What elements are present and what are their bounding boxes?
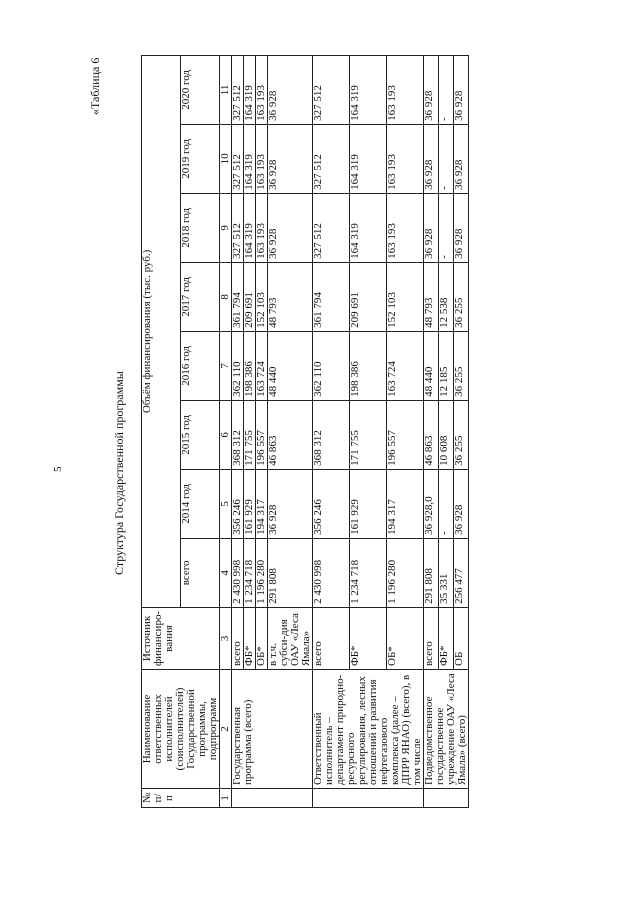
cell-value: 1 196 280 [387,538,424,607]
cell-value: 48 440 [424,331,439,400]
colnum: 5 [220,469,232,538]
cell-value: 164 319 [244,55,256,124]
cell-value: 291 808 [424,538,439,607]
header-total: всего [181,538,220,607]
row-source: всего [313,607,350,669]
cell-value: 361 794 [313,262,350,331]
row-source: ОБ [454,607,469,669]
cell-value: 36 928 [454,55,469,124]
cell-value: 36 255 [454,262,469,331]
cell-value: 327 512 [313,124,350,193]
cell-value: 209 691 [350,262,387,331]
header-source: Источник финансиро-вания [142,607,220,669]
cell-value: 36 928 [268,193,313,262]
colnum: 10 [220,124,232,193]
cell-value: 48 793 [424,262,439,331]
colnum: 1 [220,789,232,808]
row-source: ОБ* [256,607,268,669]
row-name: Подведомственное государственное учреждение ОАУ «Леса Ямала» (всего) [424,670,469,789]
structure-table [141,55,469,808]
cell-value: 164 319 [244,193,256,262]
colnum: 7 [220,331,232,400]
table-label: «Таблица 6 [88,57,102,115]
cell-value: 163 724 [256,331,268,400]
colnum: 11 [220,55,232,124]
header-year-2018: 2018 год [181,193,220,262]
cell-value: 327 512 [232,193,244,262]
cell-value: 368 312 [313,400,350,469]
cell-value: - [439,55,454,124]
cell-value: 198 386 [350,331,387,400]
cell-value: 356 246 [232,469,244,538]
row-source: ФБ* [244,607,256,669]
cell-value: 12 538 [439,262,454,331]
cell-value: 36 928 [268,469,313,538]
cell-value: 36 255 [454,400,469,469]
header-year-2017: 2017 год [181,262,220,331]
row-source: всего [424,607,439,669]
cell-value: 362 110 [313,331,350,400]
cell-value: 10 608 [439,400,454,469]
cell-value: 48 793 [268,262,313,331]
cell-value: 356 246 [313,469,350,538]
row-num [424,789,469,808]
row-source: ФБ* [350,607,387,669]
header-year-2014: 2014 год [181,469,220,538]
cell-value: 161 929 [350,469,387,538]
header-num: № п/п [142,789,220,808]
header-year-2015: 2015 год [181,400,220,469]
cell-value: 46 863 [424,400,439,469]
cell-value: 171 755 [350,400,387,469]
cell-value: 48 440 [268,331,313,400]
header-year-2019: 2019 год [181,124,220,193]
colnum: 3 [220,607,232,669]
row-source: ФБ* [439,607,454,669]
cell-value: - [439,193,454,262]
cell-value: 163 193 [256,124,268,193]
cell-value: 368 312 [232,400,244,469]
cell-value: 164 319 [244,124,256,193]
cell-value: 1 196 280 [256,538,268,607]
page-number: 5 [52,466,64,472]
cell-value: 161 929 [244,469,256,538]
cell-value: 2 430 998 [232,538,244,607]
cell-value: 1 234 718 [244,538,256,607]
cell-value: 2 430 998 [313,538,350,607]
row-name: Государственная программа (всего) [232,670,313,789]
cell-value: 163 724 [387,331,424,400]
cell-value: 164 319 [350,55,387,124]
header-name: Наименование ответственных исполнителей (соисполнителей) Государственной программы, подпрограмм [142,670,220,789]
colnum: 4 [220,538,232,607]
cell-value: 36 928 [454,469,469,538]
cell-value: 327 512 [232,124,244,193]
cell-value: 171 755 [244,400,256,469]
cell-value: 196 557 [387,400,424,469]
cell-value: - [439,124,454,193]
row-name: Ответственный исполнитель – департамент природно-ресурсного регулирования, лесных отношений и развития нефтегазового комплекса (далее – ДПРР ЯНАО) (всего), в том числе [313,670,424,789]
cell-value: 327 512 [313,193,350,262]
cell-value: 1 234 718 [350,538,387,607]
cell-value: 327 512 [232,55,244,124]
cell-value: 163 193 [256,193,268,262]
cell-value: 327 512 [313,55,350,124]
cell-value: 163 193 [256,55,268,124]
colnum: 2 [220,670,232,789]
cell-value: 164 319 [350,193,387,262]
cell-value: 36 928 [454,124,469,193]
row-source: ОБ* [387,607,424,669]
cell-value: 163 193 [387,55,424,124]
row-source: в т.ч. субси-дия ОАУ «Леса Ямала» [268,607,313,669]
cell-value: 163 193 [387,124,424,193]
header-volume: Объём финансирования (тыс. руб.) [142,55,181,607]
cell-value: 194 317 [256,469,268,538]
cell-value: 209 691 [244,262,256,331]
cell-value: 36 928 [424,124,439,193]
cell-value: 36 928 [424,193,439,262]
cell-value: 152 103 [256,262,268,331]
colnum: 9 [220,193,232,262]
header-year-2016: 2016 год [181,331,220,400]
cell-value: 163 193 [387,193,424,262]
row-num [313,789,424,808]
cell-value: 36 928 [454,193,469,262]
cell-value: 36 255 [454,331,469,400]
cell-value: 36 928 [268,124,313,193]
cell-value: 46 863 [268,400,313,469]
cell-value: 164 319 [350,124,387,193]
page-title: Структура Государственной программы [112,371,126,575]
cell-value: 12 185 [439,331,454,400]
header-year-2020: 2020 год [181,55,220,124]
cell-value: 196 557 [256,400,268,469]
colnum: 8 [220,262,232,331]
cell-value: 35 331 [439,538,454,607]
cell-value: 198 386 [244,331,256,400]
cell-value: 36 928,0 [424,469,439,538]
cell-value: 291 808 [268,538,313,607]
cell-value: 36 928 [268,55,313,124]
cell-value: 152 103 [387,262,424,331]
cell-value: - [439,469,454,538]
cell-value: 361 794 [232,262,244,331]
cell-value: 36 928 [424,55,439,124]
cell-value: 362 110 [232,331,244,400]
row-num [232,789,313,808]
colnum: 6 [220,400,232,469]
row-source: всего [232,607,244,669]
cell-value: 194 317 [387,469,424,538]
cell-value: 256 477 [454,538,469,607]
